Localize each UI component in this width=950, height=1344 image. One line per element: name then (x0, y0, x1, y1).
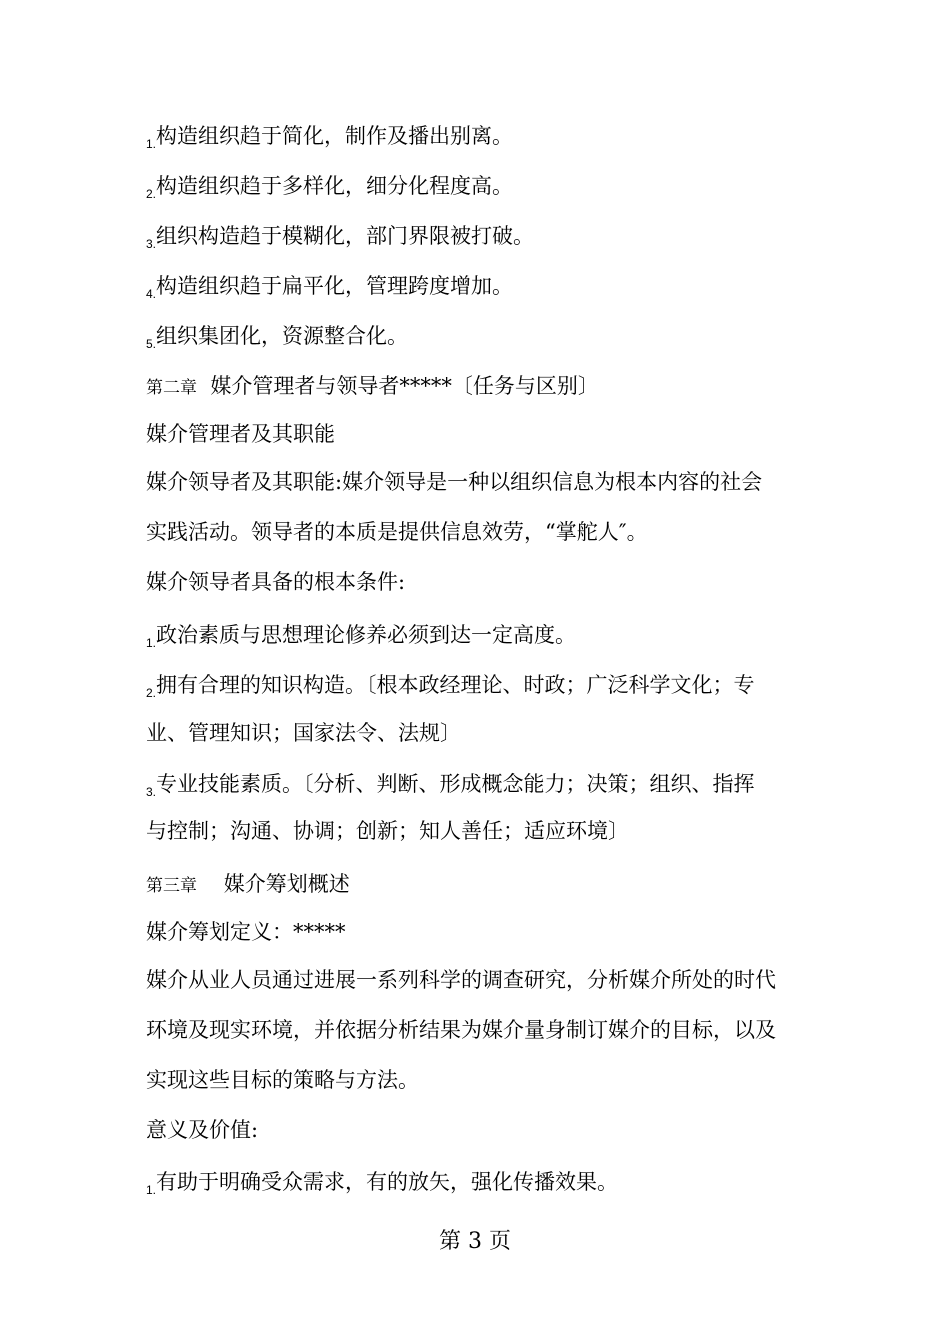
list-text-continued: 业、管理知识；国家法令、法规〕 (146, 721, 461, 745)
chapter-heading (146, 870, 350, 900)
list-number: 2. (146, 686, 157, 700)
list-text: 政治素质与思想理论修养必须到达一定高度。 (156, 623, 577, 647)
chapter-heading (146, 372, 599, 402)
chapter-title: 媒介管理者与领导者*****〔任务与区别〕 (210, 374, 599, 398)
list-text: 组织构造趋于模糊化，部门界限被打破。 (156, 224, 535, 248)
list-text: 专业技能素质。〔分析、判断、形成概念能力；决策；组织、指挥 (156, 772, 755, 796)
paragraph-line: 媒介领导者及其职能:媒介领导是一种以组织信息为根本内容的社会 (146, 470, 763, 494)
chapter-title: 媒介筹划概述 (223, 872, 350, 896)
paragraph-line: 实现这些目标的策略与方法。 (146, 1068, 419, 1092)
list-item (146, 272, 513, 303)
section-heading: 媒介管理者及其职能 (146, 422, 335, 446)
list-number: 3. (146, 785, 157, 799)
list-item (146, 222, 534, 253)
section-heading: 媒介领导者具备的根本条件: (146, 570, 406, 594)
list-item (146, 172, 513, 203)
section-heading: 意义及价值: (146, 1118, 259, 1142)
list-item (146, 621, 576, 652)
page-footer: 第 3 页 (439, 1229, 511, 1254)
list-number: 1. (146, 636, 157, 650)
list-number: 4. (146, 287, 157, 301)
section-heading: 媒介筹划定义：***** (146, 920, 346, 944)
list-item (146, 122, 513, 153)
list-text: 构造组织趋于扁平化，管理跨度增加。 (156, 274, 514, 298)
list-text: 拥有合理的知识构造。〔根本政经理论、时政；广泛科学文化；专 (156, 673, 755, 697)
list-text: 有助于明确受众需求，有的放矢，强化传播效果。 (156, 1170, 619, 1194)
list-number: 1. (146, 137, 157, 151)
chapter-label: 第二章 (146, 378, 197, 397)
list-number: 1. (146, 1183, 157, 1197)
list-item (146, 770, 755, 801)
list-text-continued: 与控制；沟通、协调；创新；知人善任；适应环境〕 (146, 819, 629, 843)
list-number: 2. (146, 187, 157, 201)
paragraph-line: 环境及现实环境，并依据分析结果为媒介量身制订媒介的目标，以及 (146, 1018, 776, 1042)
list-item (146, 671, 755, 702)
chapter-label: 第三章 (146, 876, 197, 895)
list-text: 组织集团化，资源整合化。 (156, 324, 409, 348)
list-item (146, 1168, 618, 1199)
list-number: 3. (146, 237, 157, 251)
paragraph-line: 实践活动。领导者的本质是提供信息效劳，“掌舵人″。 (146, 520, 648, 544)
paragraph-line: 媒介从业人员通过进展一系列科学的调查研究，分析媒介所处的时代 (146, 968, 776, 992)
list-number: 5. (146, 337, 157, 351)
list-text: 构造组织趋于多样化，细分化程度高。 (156, 174, 514, 198)
list-text: 构造组织趋于简化，制作及播出别离。 (156, 124, 514, 148)
list-item (146, 322, 408, 353)
